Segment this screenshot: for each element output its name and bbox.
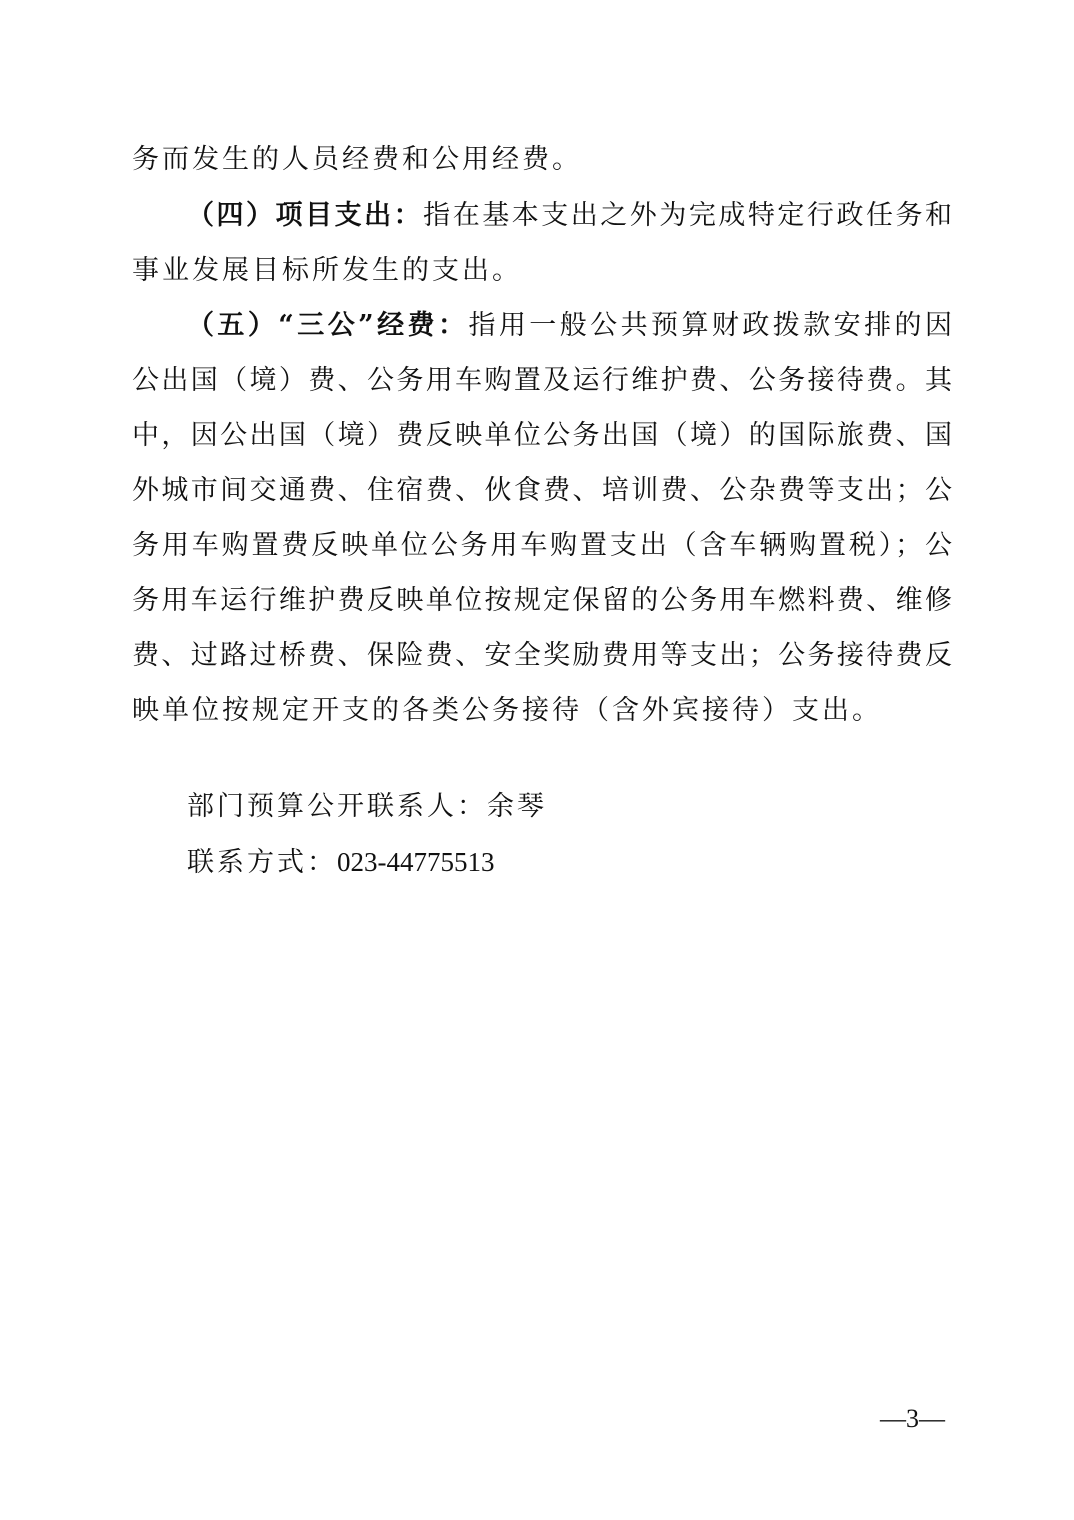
section-4-first-line bbox=[187, 196, 952, 236]
section-5-text: 指用一般公共预算财政拨款安排的因 bbox=[468, 310, 952, 341]
section-5-heading: （五）“三公”经费： bbox=[187, 310, 469, 341]
section-5-line: 务用车运行维护费反映单位按规定保留的公务用车燃料费、维修 bbox=[132, 585, 952, 616]
section-5-line: 映单位按规定开支的各类公务接待（含外宾接待）支出。 bbox=[132, 695, 882, 726]
contact-phone-label: 联系方式： bbox=[187, 847, 337, 878]
contact-phone-number: 023-44775513 bbox=[337, 847, 495, 877]
paragraph-continuation-line: 务而发生的人员经费和公用经费。 bbox=[132, 144, 582, 175]
contact-person-name: 余琴 bbox=[487, 791, 547, 822]
section-5-line: 费、过路过桥费、保险费、安全奖励费用等支出；公务接待费反 bbox=[132, 640, 952, 671]
contact-person-label: 部门预算公开联系人： bbox=[187, 791, 487, 822]
contact-person-line bbox=[187, 787, 547, 827]
contact-phone-line bbox=[187, 842, 495, 883]
section-5-line: 中，因公出国（境）费反映单位公务出国（境）的国际旅费、国 bbox=[132, 420, 952, 451]
section-4-heading: （四）项目支出： bbox=[187, 200, 424, 231]
section-4-line: 事业发展目标所发生的支出。 bbox=[132, 255, 522, 286]
section-5-line: 公出国（境）费、公务用车购置及运行维护费、公务接待费。其 bbox=[132, 365, 952, 396]
page-number: —3— bbox=[880, 1404, 945, 1433]
section-4-text: 指在基本支出之外为完成特定行政任务和 bbox=[423, 200, 953, 231]
section-5-line: 外城市间交通费、住宿费、伙食费、培训费、公杂费等支出；公 bbox=[132, 475, 952, 506]
section-5-first-line bbox=[187, 306, 952, 346]
section-5-line: 务用车购置费反映单位公务用车购置支出（含车辆购置税）；公 bbox=[132, 530, 952, 561]
